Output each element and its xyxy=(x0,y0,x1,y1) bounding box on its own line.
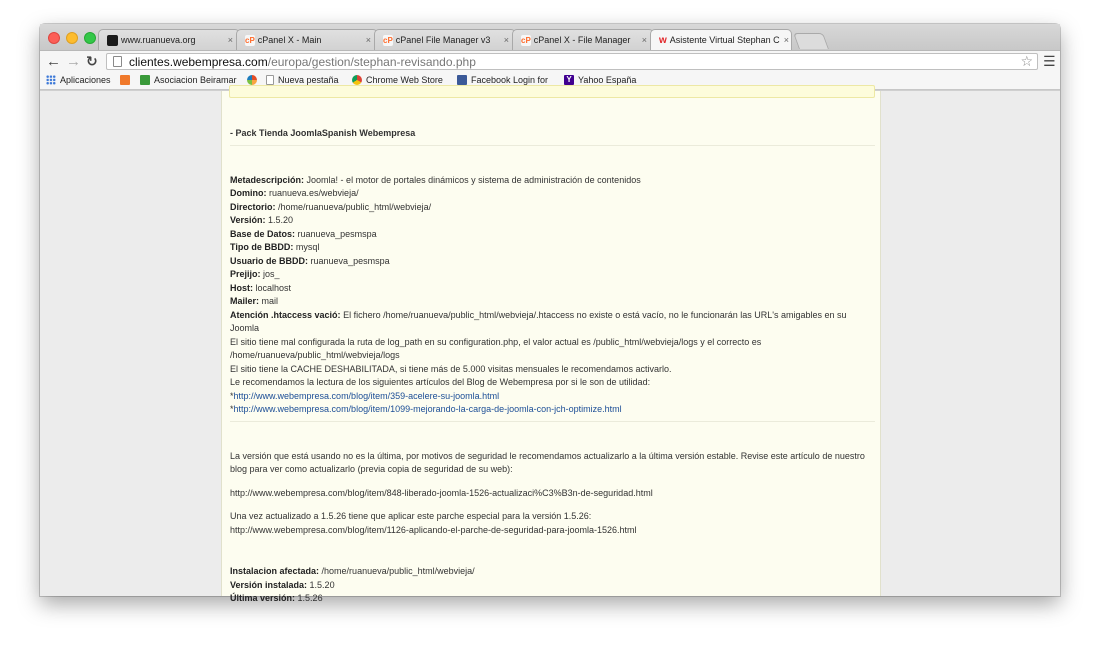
meta-row xyxy=(230,201,875,215)
link-bullet: * xyxy=(230,390,234,401)
address-bar[interactable] xyxy=(106,53,1038,70)
bookmark-facebook[interactable] xyxy=(457,75,548,85)
install-label: Instalacion afectada: xyxy=(230,566,320,576)
tab-cpanel-main[interactable] xyxy=(236,29,378,50)
install-row xyxy=(230,579,875,593)
bookmark-label: Asociacion Beiramar xyxy=(154,75,237,85)
tab-asistente-virtual[interactable] xyxy=(650,29,792,50)
tab-cpanel-file-manager-v3[interactable] xyxy=(374,29,516,50)
meta-list xyxy=(230,174,875,336)
blog-link-jch-optimize[interactable]: http://www.webempresa.com/blog/item/1099-mejorando-la-carga-de-joomla-con-jch-optimize.html xyxy=(233,404,622,414)
bookmark-apps[interactable] xyxy=(46,75,111,85)
new-tab-button[interactable] xyxy=(793,33,829,49)
url-host: clientes.webempresa.com xyxy=(129,54,268,69)
update-url: http://www.webempresa.com/blog/item/848-liberado-joomla-1526-actualizaci%C3%B3n-de-seguridad.html xyxy=(230,487,653,498)
meta-value: ruanueva.es/webvieja/ xyxy=(269,188,359,198)
bookmark-label: Chrome Web Store xyxy=(366,75,443,85)
meta-label: Base de Datos: xyxy=(230,228,296,239)
blog-link-acelere-joomla[interactable]: http://www.webempresa.com/blog/item/359-acelere-su-joomla.html xyxy=(233,390,500,401)
install-label: Última versión: xyxy=(230,593,296,603)
facebook-icon xyxy=(457,75,467,85)
menu-hamburger-icon[interactable]: ☰ xyxy=(1043,53,1056,69)
install-value: /home/ruanueva/public_html/webvieja/ xyxy=(321,566,475,576)
browser-window xyxy=(40,24,1060,603)
meta-label: Tipo de BBDD: xyxy=(230,242,294,252)
tab-close-icon[interactable]: × xyxy=(503,35,509,45)
log-path-warning: El sitio tiene mal configurada la ruta de log_path en su configuration.php, el valor actual es /public_html/webvieja/logs y el correcto es /home/ruanueva/public_html/webvieja/logs xyxy=(230,336,762,360)
tab-close-icon[interactable]: × xyxy=(783,35,789,45)
tab-cpanel-file-manager[interactable] xyxy=(512,29,654,50)
update-notice: La versión que está usando no es la última, por motivos de seguridad le recomendamos actualizarlo a la última versión estable. Revise este artículo de nuestro blog para ver como actualizarlo (previa copia de seguridad de su web): xyxy=(230,450,865,474)
ruanueva-favicon-icon xyxy=(107,35,118,46)
window-maximize-button[interactable] xyxy=(84,32,96,44)
meta-row xyxy=(230,282,875,296)
install-row xyxy=(230,565,875,579)
install-label: Versión instalada: xyxy=(230,579,308,590)
htaccess-warning xyxy=(230,309,875,336)
cpanel-favicon-icon: cP xyxy=(521,35,531,45)
meta-label: Domino: xyxy=(230,188,267,198)
bookmark-label: Yahoo España xyxy=(578,75,637,85)
back-arrow-icon[interactable]: ← xyxy=(46,53,61,70)
meta-value: mail xyxy=(261,296,279,306)
meta-value: Joomla! - el motor de portales dinámicos y sistema de administración de contenidos xyxy=(306,174,641,185)
install-row xyxy=(230,592,875,606)
tab-close-icon[interactable]: × xyxy=(641,35,647,45)
meta-row xyxy=(230,255,875,269)
link-bullet: * xyxy=(230,404,234,414)
bookmark-joomla[interactable] xyxy=(247,75,261,85)
orange-bookmark-icon xyxy=(120,75,130,85)
bookmark-chrome-web-store[interactable] xyxy=(352,75,443,85)
meta-row xyxy=(230,214,875,228)
tab-ruanueva[interactable] xyxy=(98,29,240,50)
bookmark-star-icon[interactable]: ☆ xyxy=(1020,53,1033,69)
meta-label: Prejijo: xyxy=(230,269,261,279)
tab-close-icon[interactable]: × xyxy=(365,35,371,45)
bookmark-orange[interactable] xyxy=(120,75,134,85)
forward-arrow-icon[interactable]: → xyxy=(66,53,81,70)
tab-close-icon[interactable]: × xyxy=(227,35,233,45)
cpanel-favicon-icon: cP xyxy=(383,35,393,45)
meta-label: Directorio: xyxy=(230,201,276,212)
meta-label: Metadescripción: xyxy=(230,174,305,185)
meta-value: mysql xyxy=(295,242,320,252)
tab-title: www.ruanueva.org xyxy=(121,35,196,45)
meta-row xyxy=(230,174,875,188)
cache-warning: El sitio tiene la CACHE DESHABILITADA, si tiene más de 5.000 visitas mensuales le recomendamos activarlo. xyxy=(230,363,672,374)
meta-value: ruanueva_pesmspa xyxy=(310,255,390,266)
tab-title: cPanel File Manager v3 xyxy=(395,35,491,45)
bookmark-label: Facebook Login for xyxy=(471,75,549,85)
joomla-icon xyxy=(247,75,257,85)
window-minimize-button[interactable] xyxy=(66,32,78,44)
meta-row xyxy=(230,268,875,282)
bookmark-asociacion-beiramar[interactable] xyxy=(140,75,237,85)
section-title: - Pack Tienda JoomlaSpanish Webempresa xyxy=(230,128,416,138)
window-close-button[interactable] xyxy=(48,32,60,44)
bookmark-label: Aplicaciones xyxy=(60,75,111,85)
patch-url: http://www.webempresa.com/blog/item/1126-aplicando-el-parche-de-seguridad-para-joomla-1526.html xyxy=(230,524,637,535)
meta-value: localhost xyxy=(255,282,292,293)
meta-row xyxy=(230,295,875,309)
blog-recommendation: Le recomendamos la lectura de los siguientes artículos del Blog de Webempresa por si le son de utilidad: xyxy=(230,377,651,387)
apps-icon xyxy=(46,75,56,85)
reload-icon[interactable]: ↻ xyxy=(86,53,98,69)
meta-value: /home/ruanueva/public_html/webvieja/ xyxy=(278,201,432,212)
meta-label: Versión: xyxy=(230,215,266,225)
cpanel-favicon-icon: cP xyxy=(245,35,255,45)
browser-toolbar xyxy=(40,50,1060,72)
link-row xyxy=(230,390,875,404)
bookmark-nueva-pestana[interactable] xyxy=(266,75,339,85)
meta-row xyxy=(230,228,875,242)
yahoo-icon: Y xyxy=(564,75,574,85)
bookmark-label: Nueva pestaña xyxy=(278,75,339,85)
webempresa-favicon-icon: w xyxy=(659,34,667,46)
report-panel xyxy=(221,91,881,603)
meta-row xyxy=(230,241,875,255)
tab-title: cPanel X - File Manager xyxy=(533,35,631,45)
report-content xyxy=(230,127,875,606)
chrome-store-icon xyxy=(352,75,362,85)
tab-title: cPanel X - Main xyxy=(257,35,322,45)
green-bookmark-icon xyxy=(140,75,150,85)
meta-row xyxy=(230,187,875,201)
url-path: /europa/gestion/stephan-revisando.php xyxy=(267,54,476,69)
page-icon xyxy=(113,56,122,67)
meta-label: Atención .htaccess vació: xyxy=(230,309,341,320)
install-value: 1.5.20 xyxy=(309,579,335,590)
tab-strip xyxy=(40,24,1060,50)
meta-label: Host: xyxy=(230,282,253,293)
page-icon xyxy=(266,75,274,85)
patch-notice: Una vez actualizado a 1.5.26 tiene que aplicar este parche especial para la versión 1.5.26: xyxy=(230,511,592,521)
tab-title: Asistente Virtual Stephan C xyxy=(669,35,780,45)
notice-box xyxy=(229,85,875,98)
install-value: 1.5.26 xyxy=(297,593,323,603)
meta-label: Usuario de BBDD: xyxy=(230,255,309,266)
meta-value: El fichero /home/ruanueva/public_html/webvieja/.htaccess no existe o está vacío, no le funcionarán las URL's amigables en su Joomla xyxy=(230,309,847,333)
meta-value: ruanueva_pesmspa xyxy=(297,228,377,239)
meta-value: 1.5.20 xyxy=(268,215,294,225)
meta-label: Mailer: xyxy=(230,296,260,306)
meta-value: jos_ xyxy=(263,269,280,279)
bookmark-yahoo[interactable] xyxy=(564,75,636,85)
page-viewport[interactable] xyxy=(40,91,1060,603)
link-row xyxy=(230,403,875,417)
